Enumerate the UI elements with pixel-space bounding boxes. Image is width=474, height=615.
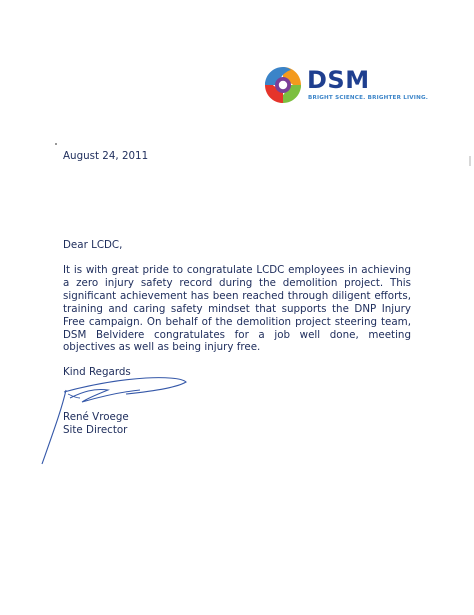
dsm-logo	[262, 64, 429, 108]
logo-tagline: BRIGHT SCIENCE. BRIGHTER LIVING.	[308, 95, 429, 101]
signer-name: René Vroege	[63, 411, 129, 423]
letter-closing: Kind Regards	[63, 366, 131, 378]
signer-title: Site Director	[63, 424, 128, 436]
letter-body: It is with great pride to congratulate LCDC employees in achieving a zero injury safety record during the demolition project. This significant achievement has been reached through diligent efforts, training and caring safety mindset that supports the DNP Injury Free campaign. On behalf of the demolition project steering team, DSM Belvidere congratulates for a job well done, meeting objectives as well as being injury free.	[63, 264, 411, 354]
logo-wordmark: DSM	[307, 66, 370, 94]
letter-salutation: Dear LCDC,	[63, 239, 123, 251]
scan-dot	[55, 143, 57, 145]
scan-edge-mark	[469, 156, 471, 166]
dsm-logo-icon	[262, 64, 304, 106]
letter-date: August 24, 2011	[63, 150, 149, 162]
